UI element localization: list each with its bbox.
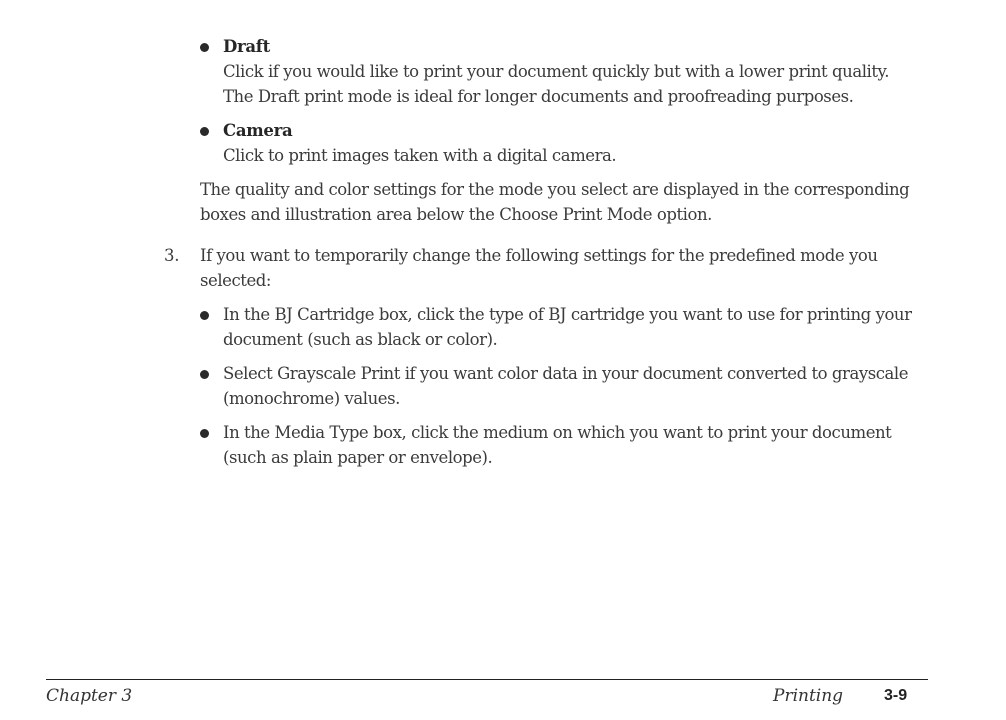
footer-page-number: 3-9 (884, 687, 908, 704)
paragraph-line: The quality and color settings for the mode you select are displayed in the corresponding (200, 180, 910, 199)
paragraph-line: boxes and illustration area below the Choose Print Mode option. (200, 205, 712, 224)
footer-divider (46, 679, 928, 680)
bullet-text-line: (monochrome) values. (223, 389, 400, 408)
bullet-text-line: Select Grayscale Print if you want color data in your document converted to grayscale (223, 364, 909, 383)
bullet-title-draft: Draft (223, 37, 270, 56)
bullet-title-camera: Camera (223, 121, 293, 140)
step-number: 3. (164, 246, 180, 265)
step-text-line: If you want to temporarily change the following settings for the predefined mode you (200, 246, 878, 265)
bullet-text-line: In the Media Type box, click the medium on which you want to print your document (223, 423, 892, 442)
step-text-line: selected: (200, 271, 271, 290)
bullet-text-line: In the BJ Cartridge box, click the type of BJ cartridge you want to use for printing your (223, 305, 912, 324)
bullet-icon (200, 127, 209, 136)
footer-chapter: Chapter 3 (46, 686, 133, 706)
bullet-text-line: Click if you would like to print your document quickly but with a lower print quality. (223, 62, 890, 81)
bullet-icon (200, 370, 209, 379)
bullet-text-line: document (such as black or color). (223, 330, 498, 349)
bullet-text-line: The Draft print mode is ideal for longer documents and proofreading purposes. (223, 87, 854, 106)
bullet-text-line: (such as plain paper or envelope). (223, 448, 493, 467)
footer-section: Printing (773, 686, 844, 706)
bullet-icon (200, 43, 209, 52)
bullet-text-line: Click to print images taken with a digital camera. (223, 146, 617, 165)
bullet-icon (200, 311, 209, 320)
bullet-icon (200, 429, 209, 438)
